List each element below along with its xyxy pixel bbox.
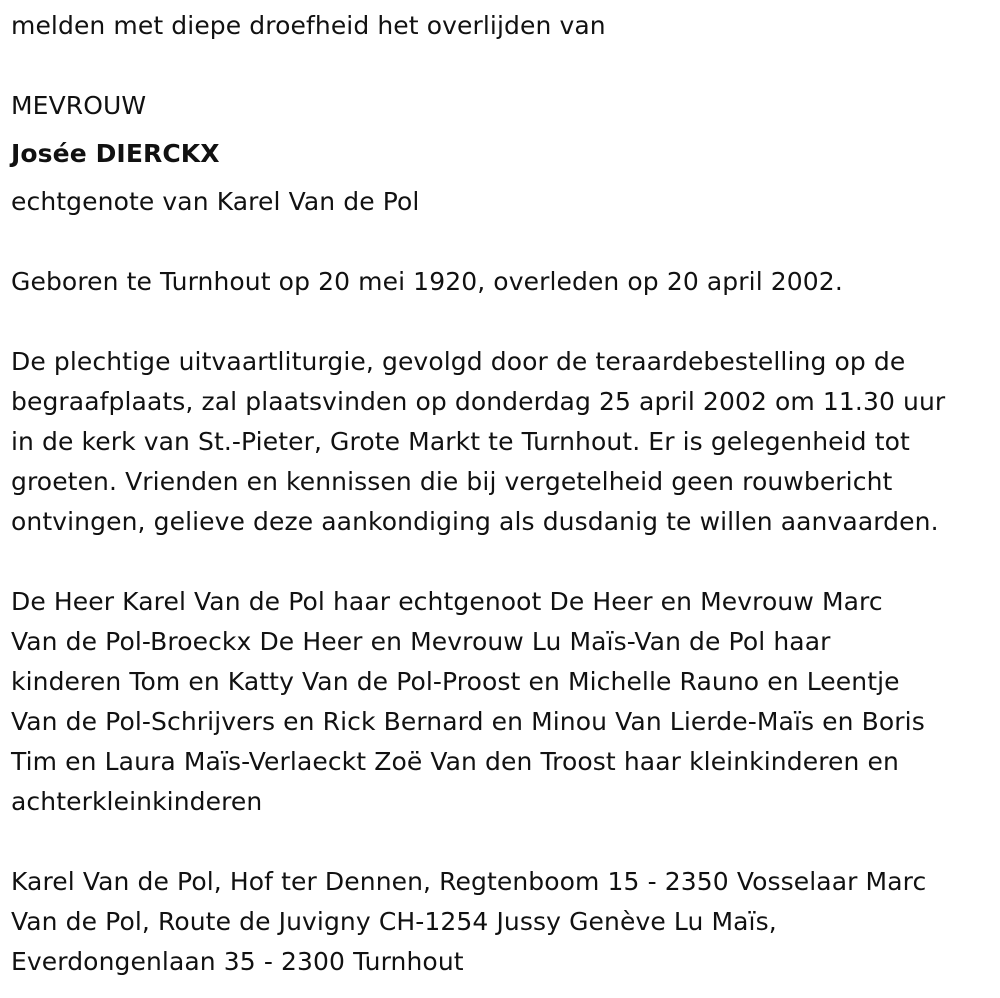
- intro-text: melden met diepe droefheid het overlijden van: [11, 11, 606, 40]
- ceremony-line: De plechtige uitvaartliturgie, gevolgd door de teraardebestelling op de: [11, 347, 906, 376]
- family-line: Van de Pol-Schrijvers en Rick Bernard en Minou Van Lierde-Maïs en Boris: [11, 707, 925, 736]
- ceremony-line: begraafplaats, zal plaatsvinden op donderdag 25 april 2002 om 11.30 uur: [11, 387, 946, 416]
- family-line: Tim en Laura Maïs-Verlaeckt Zoë Van den Troost haar kleinkinderen en: [11, 747, 899, 776]
- family-line: Van de Pol-Broeckx De Heer en Mevrouw Lu Maïs-Van de Pol haar: [11, 627, 831, 656]
- ceremony-line: in de kerk van St.-Pieter, Grote Markt te Turnhout. Er is gelegenheid tot: [11, 427, 910, 456]
- family-paragraph: [11, 582, 986, 822]
- family-line: achterkleinkinderen: [11, 787, 263, 816]
- ceremony-line: ontvingen, gelieve deze aankondiging als dusdanig te willen aanvaarden.: [11, 507, 939, 536]
- deceased-name: Josée DIERCKX: [11, 139, 220, 168]
- address-paragraph: [11, 862, 986, 982]
- spouse-line: echtgenote van Karel Van de Pol: [11, 187, 420, 216]
- ceremony-paragraph: [11, 342, 986, 542]
- family-line: kinderen Tom en Katty Van de Pol-Proost en Michelle Rauno en Leentje: [11, 667, 900, 696]
- address-line: Van de Pol, Route de Juvigny CH-1254 Jussy Genève Lu Maïs,: [11, 907, 777, 936]
- birth-death-dates: Geboren te Turnhout op 20 mei 1920, overleden op 20 april 2002.: [11, 267, 843, 296]
- address-line: Everdongenlaan 35 - 2300 Turnhout: [11, 947, 464, 976]
- ceremony-line: groeten. Vrienden en kennissen die bij vergetelheid geen rouwbericht: [11, 467, 893, 496]
- address-line: Karel Van de Pol, Hof ter Dennen, Regtenboom 15 - 2350 Vosselaar Marc: [11, 867, 927, 896]
- honorific: MEVROUW: [11, 91, 147, 120]
- family-line: De Heer Karel Van de Pol haar echtgenoot De Heer en Mevrouw Marc: [11, 587, 883, 616]
